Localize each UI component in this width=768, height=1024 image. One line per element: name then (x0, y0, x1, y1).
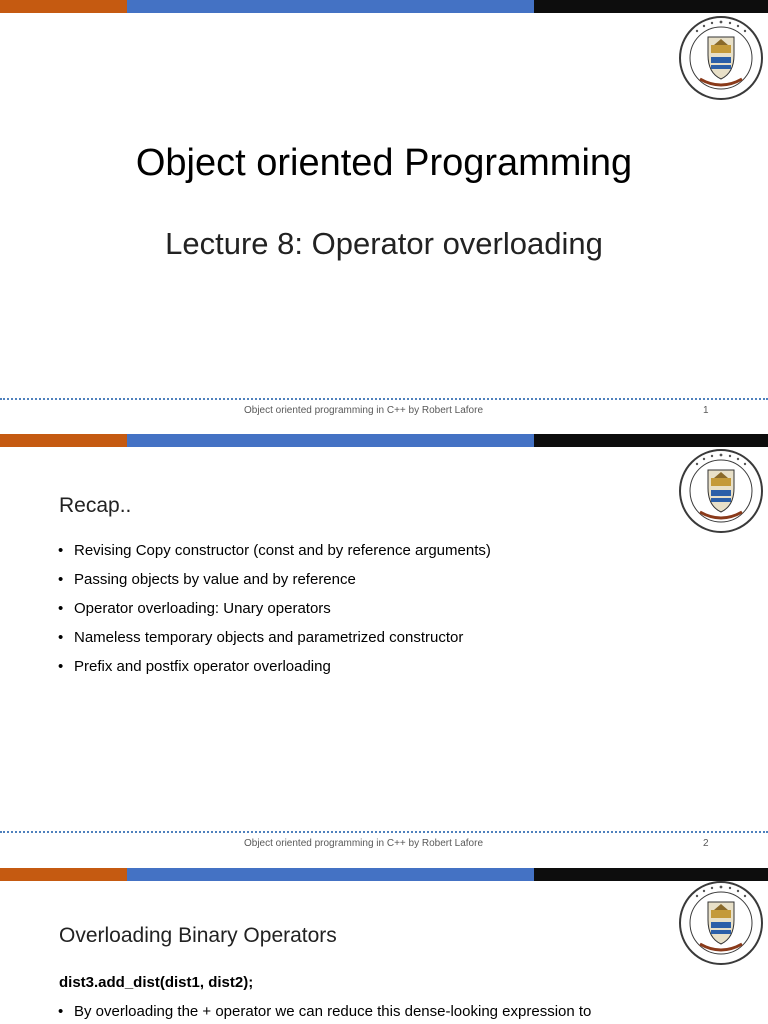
list-item: • Operator overloading: Unary operators (58, 599, 491, 628)
bullet-list (58, 541, 491, 686)
university-seal-icon (678, 448, 764, 534)
list-item: • Passing objects by value and by reference (58, 570, 491, 599)
page-number: 2 (703, 838, 709, 849)
university-seal-icon (678, 15, 764, 101)
slide-heading: Overloading Binary Operators (59, 924, 337, 947)
list-item: • Nameless temporary objects and parametrized constructor (58, 628, 491, 657)
top-color-bar (0, 868, 768, 881)
footer-divider (0, 831, 768, 833)
slide-2 (0, 434, 768, 868)
slide-title: Object oriented Programming (135, 142, 633, 184)
page-number: 1 (703, 405, 709, 416)
footer-text: Object oriented programming in C++ by Robert Lafore (244, 838, 484, 849)
code-line: dist3.add_dist(dist1, dist2); (59, 974, 254, 991)
list-item: • Prefix and postfix operator overloading (58, 657, 491, 686)
bullet-list (58, 1002, 591, 1024)
top-color-bar (0, 0, 768, 13)
slide-heading: Recap.. (59, 494, 132, 517)
footer-divider (0, 398, 768, 400)
university-seal-icon (678, 880, 764, 966)
footer-text: Object oriented programming in C++ by Robert Lafore (244, 405, 484, 416)
slide-3 (0, 868, 768, 1024)
top-color-bar (0, 434, 768, 447)
list-item: • By overloading the + operator we can reduce this dense-looking expression to (58, 1002, 591, 1024)
slide-1 (0, 0, 768, 434)
list-item: • Revising Copy constructor (const and by reference arguments) (58, 541, 491, 570)
slide-subtitle: Lecture 8: Operator overloading (165, 226, 603, 261)
